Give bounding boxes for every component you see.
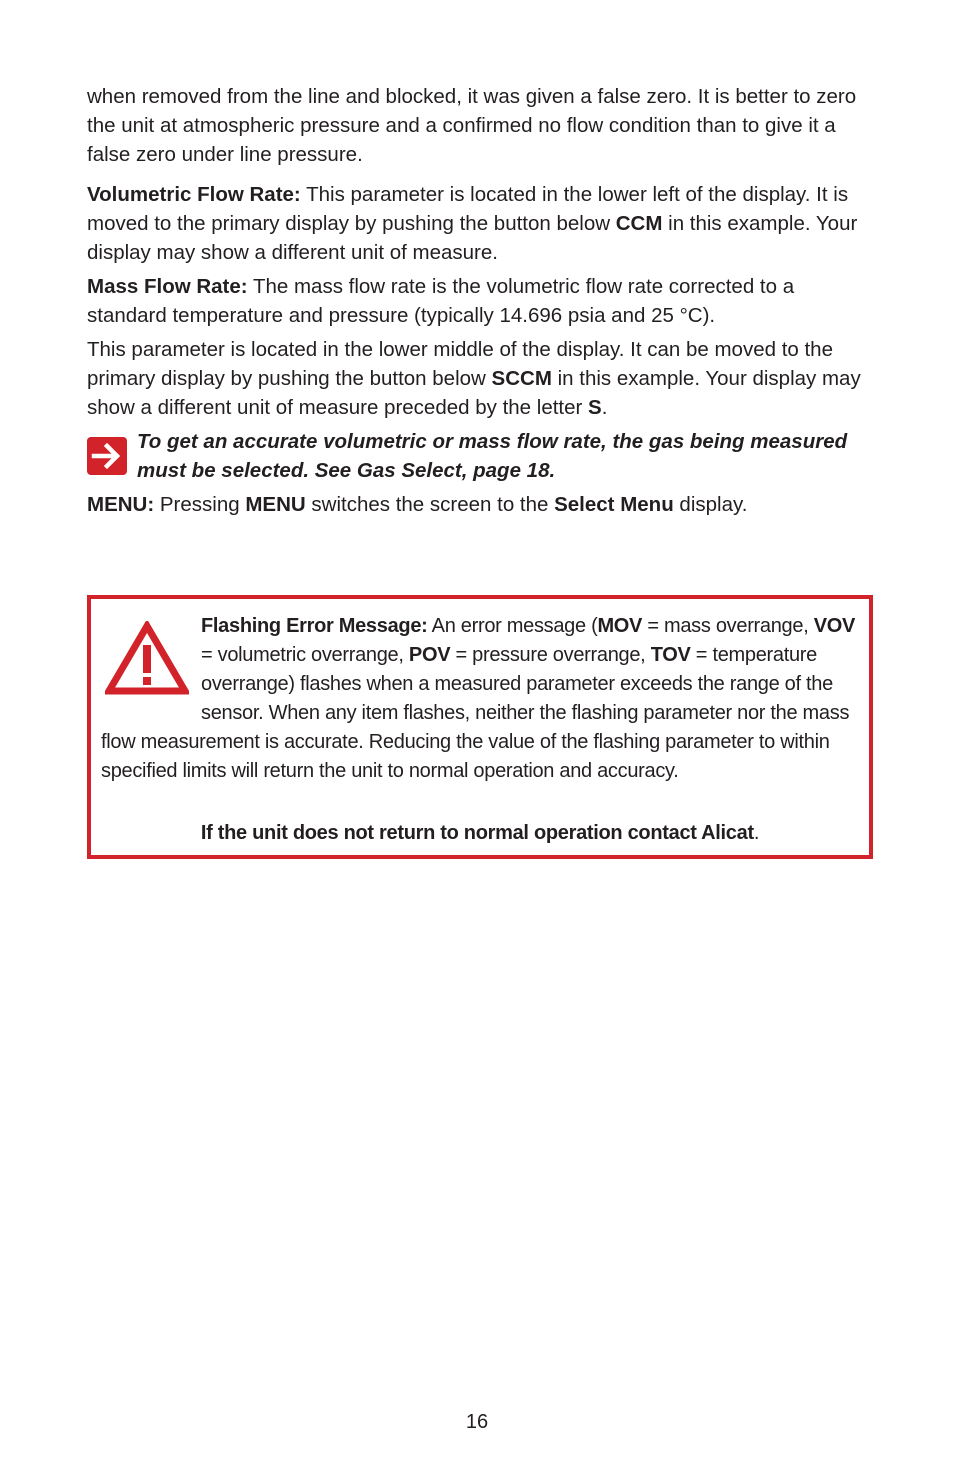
term-label: Volumetric Flow Rate:	[87, 183, 301, 206]
term-label: MENU:	[87, 493, 155, 516]
menu-keyword: MENU	[245, 493, 306, 516]
paragraph-text: This parameter is located in the lower middle of the display. It can be moved to the primary display by pushing the button below	[87, 338, 833, 390]
note-text: To get an accurate volumetric or mass flow rate, the gas being measured must be selected. See Gas Select, page 18.	[137, 430, 848, 482]
alert-footer-text: If the unit does not return to normal operation contact Alicat	[200, 822, 754, 844]
paragraph-zero-note	[87, 82, 877, 169]
paragraph-text: display.	[673, 493, 748, 516]
alert-label: Flashing Error Message:	[201, 615, 428, 637]
code-mov: MOV	[597, 615, 643, 637]
paragraph-mass-flow-location	[87, 335, 877, 422]
alert-footer: If the unit does not return to normal operation contact Alicat.	[200, 822, 760, 844]
paragraph-text: The mass flow rate is the volumetric flow rate corrected to a standard temperature and pressure (typically 14.696 psia and 25 °C).	[87, 275, 795, 327]
paragraph-text: Pressing	[154, 493, 246, 516]
unit-sccm: SCCM	[491, 367, 552, 390]
unit-ccm: CCM	[615, 212, 663, 235]
paragraph-text: This parameter is located in the lower left of the display. It is moved to the primary display by pushing the button below	[87, 183, 849, 235]
page-number: 16	[465, 1411, 489, 1433]
term-label: Mass Flow Rate:	[87, 275, 248, 298]
letter-s: S	[588, 396, 602, 419]
arrow-right-icon	[87, 437, 127, 475]
paragraph-text: .	[601, 396, 608, 419]
paragraph-text: when removed from the line and blocked, it was given a false zero. It is better to zero the unit at atmospheric pressure and a confirmed no flow condition than to give it a false zero under line pressure.	[87, 85, 857, 166]
flashing-error-alert-box	[87, 595, 873, 859]
paragraph-volumetric-flow-rate	[87, 180, 877, 267]
select-menu-keyword: Select Menu	[554, 493, 674, 516]
paragraph-mass-flow-rate	[87, 272, 877, 330]
alert-text: Flashing Error Message: An error message (MOV = mass overrange, VOV = volumetric overrange, POV = pressure overrange, TOV = temperature overrange) flashes when a measured parameter exceeds the range of the sensor. When any item flashes, neither the flashing parameter nor the mass flow measurement is accurate. Reducing the value of the flashing parameter to within specified limits will return the unit to normal operation and accuracy.	[101, 615, 856, 782]
paragraph-text: switches the screen to the	[305, 493, 555, 516]
paragraph-text: in this example. Your display may show a different unit of measure.	[87, 212, 858, 264]
code-vov: VOV	[813, 615, 856, 637]
code-pov: POV	[408, 644, 451, 666]
code-tov: TOV	[650, 644, 691, 666]
paragraph-text: in this example. Your display may show a different unit of measure preceded by the letter	[87, 367, 861, 419]
paragraph-menu	[87, 490, 877, 519]
